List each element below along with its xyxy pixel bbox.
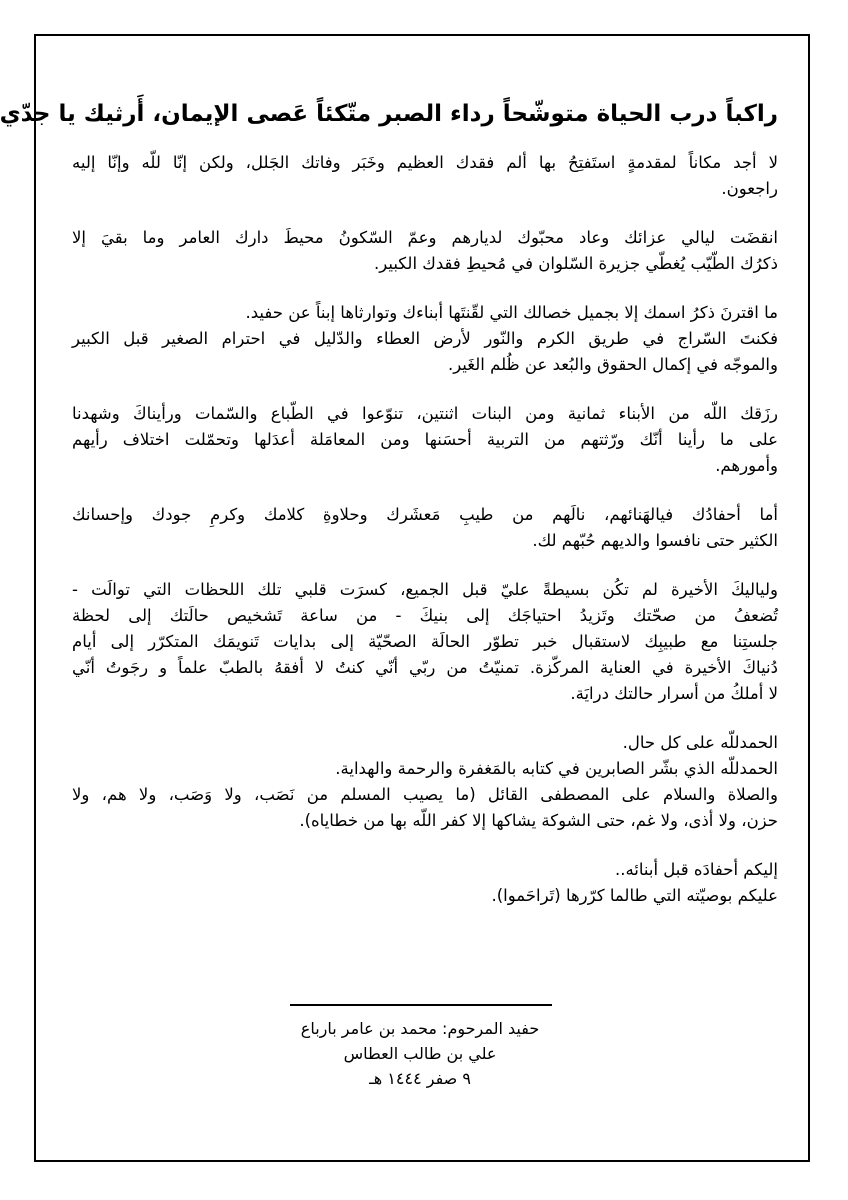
text-line: والموجّه في إكمال الحقوق والبُعد عن ظُلم الغَير.	[447, 354, 778, 374]
text-line: ولياليكَ الأخيرة لم تكُن بسيطةً عليّ قبل الجميع، كسرَت قلبي تلك اللحظات التي توالَت -	[72, 579, 778, 599]
text-line: لا أملكُ من أسرار حالتك درايَة.	[570, 683, 778, 703]
letter-title: راكباً درب الحياة متوشّحاً رداء الصبر متّكئاً عَصى الإيمان، أَرثيك يا جدّي	[0, 101, 778, 127]
paragraph-opening	[72, 150, 778, 202]
text-line: رزَقك اللّه من الأبناء ثمانية ومن البنات اثنتين، تنوّعوا في الطّباع والسّمات ورأيناكَ وشهدنا	[72, 403, 778, 423]
text-line: على ما رأينا أنّك ورّثتهم من التربية أحسَنها ومن المعامَلة أعدَلها وتحمّلت اختلاف رأيهم	[72, 429, 778, 449]
text-line: فكنتَ السّراج في طريق الكرم والنّور لأرض العطاء والدّليل في احترام الصغير قبل الكبير	[72, 328, 778, 348]
text-line: الكثير حتى نافسوا والديهم حُبّهم لك.	[532, 530, 778, 550]
text-line: الحمدللّه الذي بشّر الصابرين في كتابه بالمَغفرة والرحمة والهداية.	[335, 758, 778, 778]
text-line: دُنياكَ الأخيرة في العناية المركّزة. تمنيّتُ من ربّي أنّي كنتُ لا أفقهُ بالطبّ علماً و رجَوتُ أنّي	[72, 657, 778, 677]
text-line: وأمورهم.	[715, 455, 778, 475]
text-line: والصلاة والسلام على المصطفى القائل (ما يصيب المسلم من نَصَب، ولا وَصَب، ولا هم، ولا	[72, 784, 778, 804]
paragraph-closing	[72, 857, 778, 909]
signature-date: ٩ صفر ١٤٤٤ هـ	[369, 1069, 471, 1088]
signature-separator	[290, 1004, 552, 1006]
text-line: عليكم بوصيّته التي طالما كرّرها (تَراحَموا).	[491, 885, 778, 905]
signature-name: علي بن طالب العطاس	[343, 1044, 497, 1063]
text-line: جلستِنا مع طبيبِك لاستقبال خبر تطوّر الحالَة الصحّيّة إلى بدايات تَنويمَك المتكرّر إلى أيام	[72, 631, 778, 651]
paragraph-virtues	[72, 300, 778, 378]
paragraph-children	[72, 401, 778, 479]
paragraph-condolence	[72, 225, 778, 277]
text-line: تُضعفُ من صحّتك وتَزيدُ احتياجَك إلى بنيكَ - من ساعة تَشخيص حالَتك إلى لحظة	[72, 605, 778, 625]
signature-block	[230, 1016, 610, 1091]
paragraph-grandchildren	[72, 502, 778, 554]
text-line: راجعون.	[721, 178, 778, 198]
text-line: لا أجد مكاناً لمقدمةٍ استَفتِحُ بها ألم فقدك العظيم وخَبَر وفاتك الجَلل، ولكن إنّا للّه وإنّا إليه	[72, 152, 778, 172]
text-line: حزن، ولا أذى، ولا غم، حتى الشوكة يشاكها إلا كفر اللّه بها من خطاياه).	[299, 810, 778, 830]
signature-author: حفيد المرحوم: محمد بن عامر بارباع	[300, 1019, 540, 1038]
text-line: انقضَت ليالي عزائك وعاد محبّوك لديارهم وعمّ السّكونُ محيطَ دارك العامر وما بقيَ إلا	[72, 227, 778, 247]
text-line: الحمدللّه على كل حال.	[622, 732, 778, 752]
paragraph-praise	[72, 730, 778, 834]
paragraph-last-days	[72, 577, 778, 707]
text-line: أما أحفادُك فيالهَنائهم، نالَهم من طيبِ مَعشَرك وحلاوةِ كلامك وكرمِ جودك وإحسانك	[72, 504, 778, 524]
text-line: إليكم أحفادَه قبل أبنائه..	[614, 859, 778, 879]
text-line: ذكرُك الطّيّب يُغطّي جزيرة السّلوان في مُحيطِ فقدك الكبير.	[374, 253, 778, 273]
letter-body	[0, 100, 778, 932]
text-line: ما اقترنَ ذكرُ اسمك إلا بجميل خصالك التي لقّنتَها أبناءك وتوارثاها إبناً عن حفيد.	[245, 302, 778, 322]
